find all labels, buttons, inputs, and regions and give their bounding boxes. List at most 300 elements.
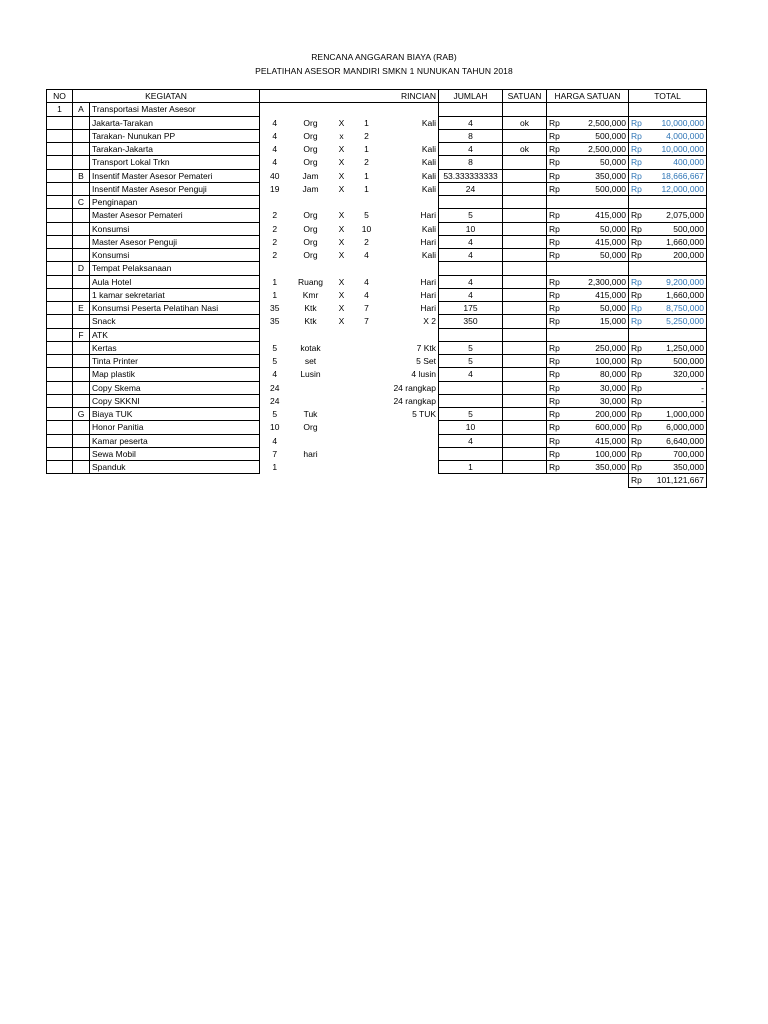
row-rincian-unit: Kali xyxy=(382,143,439,156)
row-sub-letter xyxy=(73,368,90,381)
row-kegiatan: Insentif Master Asesor Penguji xyxy=(90,182,260,195)
row-times xyxy=(332,421,352,434)
row-count: 10 xyxy=(361,223,372,234)
row-sub-letter: A xyxy=(73,103,90,116)
row-jumlah: 5 xyxy=(439,408,503,421)
row-satuan xyxy=(503,394,547,407)
row-satuan xyxy=(503,156,547,169)
row-count: 2 xyxy=(364,157,369,168)
table-row xyxy=(47,434,707,447)
row-total: 18,666,667 xyxy=(647,169,707,182)
row-total-rp: Rp xyxy=(629,182,647,195)
row-count xyxy=(352,355,382,368)
row-unit xyxy=(290,434,332,447)
row-total: 2,075,000 xyxy=(647,209,707,222)
row-sub-letter xyxy=(73,394,90,407)
row-rincian-unit: Kali xyxy=(382,156,439,169)
row-unit: Kmr xyxy=(302,289,319,300)
row-rincian-unit: 5 TUK xyxy=(382,408,439,421)
table-row xyxy=(47,408,707,421)
row-qty: 1 xyxy=(260,275,290,288)
row-no xyxy=(47,156,73,169)
row-satuan xyxy=(503,302,547,315)
row-times xyxy=(332,103,352,116)
row-total: 1,660,000 xyxy=(647,235,707,248)
row-qty: 4 xyxy=(260,129,290,142)
row-total xyxy=(647,328,707,341)
row-total-rp: Rp xyxy=(629,235,647,248)
row-sub-letter xyxy=(73,156,90,169)
table-row xyxy=(47,421,707,434)
row-satuan xyxy=(503,103,547,116)
row-count xyxy=(352,447,382,460)
row-sub-letter xyxy=(73,461,90,474)
row-count: 2 xyxy=(364,236,369,247)
table-row xyxy=(47,328,707,341)
row-satuan xyxy=(503,182,547,195)
header-harga-satuan: HARGA SATUAN xyxy=(547,90,629,103)
row-kegiatan: Transportasi Master Asesor xyxy=(90,103,260,116)
row-total: 1,000,000 xyxy=(647,408,707,421)
row-qty: 2 xyxy=(260,235,290,248)
row-rincian-unit: Kali xyxy=(382,182,439,195)
row-harga-rp: Rp xyxy=(547,249,569,262)
row-jumlah: 4 xyxy=(439,288,503,301)
row-count: 1 xyxy=(364,117,369,128)
row-count: 1 xyxy=(364,183,369,194)
row-satuan xyxy=(503,196,547,209)
row-jumlah xyxy=(439,447,503,460)
row-harga-satuan: 415,000 xyxy=(569,235,629,248)
row-sub-letter xyxy=(73,288,90,301)
table-row xyxy=(47,341,707,354)
row-qty: 1 xyxy=(260,461,290,474)
row-rincian-unit: Hari xyxy=(382,288,439,301)
row-harga-satuan: 50,000 xyxy=(569,156,629,169)
row-harga-rp: Rp xyxy=(547,434,569,447)
row-harga-rp xyxy=(547,262,569,275)
row-kegiatan: Konsumsi Peserta Pelatihan Nasi xyxy=(90,302,260,315)
row-total-rp: Rp xyxy=(629,288,647,301)
row-rincian-unit xyxy=(382,328,439,341)
row-total-rp: Rp xyxy=(629,341,647,354)
row-total-rp: Rp xyxy=(629,447,647,460)
row-harga-rp: Rp xyxy=(547,143,569,156)
table-row xyxy=(47,288,707,301)
row-count xyxy=(352,103,382,116)
row-kegiatan: ATK xyxy=(90,328,260,341)
row-kegiatan: Tinta Printer xyxy=(90,355,260,368)
row-jumlah: 4 xyxy=(439,249,503,262)
table-row xyxy=(47,182,707,195)
row-total: 4,000,000 xyxy=(647,129,707,142)
row-total-rp: Rp xyxy=(629,156,647,169)
row-jumlah xyxy=(439,328,503,341)
row-total: 400,000 xyxy=(647,156,707,169)
row-harga-satuan: 2,500,000 xyxy=(569,143,629,156)
row-qty: 7 xyxy=(260,447,290,460)
row-qty: 4 xyxy=(260,434,290,447)
row-jumlah: 1 xyxy=(439,461,503,474)
row-qty: 35 xyxy=(260,315,290,328)
row-kegiatan: Copy Skema xyxy=(90,381,260,394)
row-jumlah: 53.333333333 xyxy=(439,169,503,182)
row-qty: 4 xyxy=(260,143,290,156)
row-qty: 4 xyxy=(260,368,290,381)
row-count: 4 xyxy=(364,276,369,287)
row-unit xyxy=(290,103,332,116)
row-total: 200,000 xyxy=(647,249,707,262)
row-total: 6,640,000 xyxy=(647,434,707,447)
row-sub-letter xyxy=(73,209,90,222)
row-harga-rp xyxy=(547,328,569,341)
row-harga-satuan: 30,000 xyxy=(569,394,629,407)
row-total-rp: Rp xyxy=(629,116,647,129)
table-body xyxy=(47,103,707,487)
row-total-rp: Rp xyxy=(629,222,647,235)
row-satuan xyxy=(503,368,547,381)
row-rincian-unit: Kali xyxy=(382,249,439,262)
table-row xyxy=(47,355,707,368)
row-times xyxy=(332,434,352,447)
row-count xyxy=(352,368,382,381)
row-sub-letter: F xyxy=(73,328,90,341)
row-times: X xyxy=(338,223,345,234)
row-kegiatan: Tempat Pelaksanaan xyxy=(90,262,260,275)
row-unit: set xyxy=(304,356,317,367)
row-total: 8,750,000 xyxy=(647,302,707,315)
row-harga-rp: Rp xyxy=(547,302,569,315)
row-harga-satuan: 50,000 xyxy=(569,302,629,315)
row-unit: Org xyxy=(303,130,318,141)
row-harga-rp: Rp xyxy=(547,169,569,182)
row-kegiatan: Penginapan xyxy=(90,196,260,209)
row-harga-satuan xyxy=(569,262,629,275)
row-count xyxy=(352,461,382,474)
row-total-rp: Rp xyxy=(629,143,647,156)
row-harga-rp: Rp xyxy=(547,394,569,407)
row-sub-letter xyxy=(73,143,90,156)
row-unit: Ruang xyxy=(297,276,324,287)
row-times: X xyxy=(338,236,345,247)
row-harga-rp xyxy=(547,103,569,116)
row-total-rp: Rp xyxy=(629,434,647,447)
row-rincian-unit xyxy=(382,196,439,209)
row-times xyxy=(332,408,352,421)
row-count: 5 xyxy=(364,210,369,221)
row-count: 4 xyxy=(364,289,369,300)
table-row xyxy=(47,275,707,288)
row-harga-rp: Rp xyxy=(547,209,569,222)
row-unit: kotak xyxy=(300,342,321,353)
row-unit xyxy=(290,394,332,407)
row-rincian-unit: 7 Ktk xyxy=(382,341,439,354)
row-times: X xyxy=(338,303,345,314)
row-sub-letter xyxy=(73,355,90,368)
row-harga-satuan: 2,300,000 xyxy=(569,275,629,288)
row-kegiatan: Konsumsi xyxy=(90,222,260,235)
row-jumlah xyxy=(439,381,503,394)
row-unit xyxy=(290,196,332,209)
row-total: 10,000,000 xyxy=(647,116,707,129)
row-unit: Org xyxy=(303,117,318,128)
row-harga-rp: Rp xyxy=(547,129,569,142)
row-satuan xyxy=(503,288,547,301)
row-total xyxy=(647,103,707,116)
row-harga-satuan: 100,000 xyxy=(569,447,629,460)
row-kegiatan: Aula Hotel xyxy=(90,275,260,288)
row-no xyxy=(47,434,73,447)
header-satuan: SATUAN xyxy=(503,90,547,103)
row-harga-satuan: 415,000 xyxy=(569,209,629,222)
row-harga-satuan xyxy=(569,103,629,116)
row-no xyxy=(47,328,73,341)
row-total: 1,250,000 xyxy=(647,341,707,354)
row-rincian-unit: Hari xyxy=(382,302,439,315)
row-satuan xyxy=(503,355,547,368)
row-no xyxy=(47,169,73,182)
row-no xyxy=(47,394,73,407)
row-satuan xyxy=(503,222,547,235)
table-row xyxy=(47,461,707,474)
table-row xyxy=(47,143,707,156)
row-jumlah: 10 xyxy=(439,421,503,434)
row-sub-letter xyxy=(73,129,90,142)
row-jumlah: 8 xyxy=(439,129,503,142)
row-jumlah xyxy=(439,394,503,407)
table-row xyxy=(47,235,707,248)
row-times xyxy=(332,447,352,460)
row-jumlah: 175 xyxy=(439,302,503,315)
row-sub-letter xyxy=(73,182,90,195)
row-times xyxy=(332,355,352,368)
row-kegiatan: Insentif Master Asesor Pemateri xyxy=(90,169,260,182)
row-total: 5,250,000 xyxy=(647,315,707,328)
row-sub-letter xyxy=(73,341,90,354)
row-total-rp: Rp xyxy=(629,209,647,222)
row-total-rp: Rp xyxy=(629,421,647,434)
row-count: 4 xyxy=(364,250,369,261)
row-total-rp: Rp xyxy=(629,381,647,394)
row-rincian-unit: 24 rangkap xyxy=(382,394,439,407)
row-harga-rp: Rp xyxy=(547,408,569,421)
row-unit: Org xyxy=(303,157,318,168)
row-qty: 4 xyxy=(260,156,290,169)
row-qty xyxy=(260,196,290,209)
row-total-rp xyxy=(629,262,647,275)
row-satuan xyxy=(503,169,547,182)
row-count xyxy=(352,381,382,394)
row-no xyxy=(47,262,73,275)
row-kegiatan: Map plastik xyxy=(90,368,260,381)
row-jumlah: 5 xyxy=(439,341,503,354)
row-kegiatan: Spanduk xyxy=(90,461,260,474)
row-unit: Ktk xyxy=(304,303,317,314)
row-harga-satuan: 350,000 xyxy=(569,461,629,474)
row-qty: 40 xyxy=(260,169,290,182)
row-count: 7 xyxy=(364,316,369,327)
table-row xyxy=(47,169,707,182)
row-total-rp: Rp xyxy=(629,129,647,142)
row-satuan xyxy=(503,262,547,275)
row-kegiatan: Tarakan- Nunukan PP xyxy=(90,129,260,142)
row-satuan xyxy=(503,408,547,421)
row-count: 1 xyxy=(364,170,369,181)
row-times: X xyxy=(338,144,345,155)
row-sub-letter: C xyxy=(73,196,90,209)
row-rincian-unit: Kali xyxy=(382,116,439,129)
row-unit: Ktk xyxy=(304,316,317,327)
row-count: 1 xyxy=(364,144,369,155)
row-jumlah: 24 xyxy=(439,182,503,195)
row-harga-rp: Rp xyxy=(547,381,569,394)
row-times: X xyxy=(338,183,345,194)
row-harga-satuan: 80,000 xyxy=(569,368,629,381)
row-times xyxy=(332,461,352,474)
table-row xyxy=(47,381,707,394)
row-kegiatan: Kamar peserta xyxy=(90,434,260,447)
row-harga-rp: Rp xyxy=(547,461,569,474)
row-total xyxy=(647,196,707,209)
header-kegiatan: KEGIATAN xyxy=(73,90,260,103)
row-times xyxy=(332,196,352,209)
row-satuan: ok xyxy=(503,116,547,129)
row-unit: Org xyxy=(303,250,318,261)
row-qty xyxy=(260,262,290,275)
table-row xyxy=(47,209,707,222)
row-jumlah: 4 xyxy=(439,116,503,129)
row-total: 700,000 xyxy=(647,447,707,460)
row-total: 9,200,000 xyxy=(647,275,707,288)
row-harga-satuan: 415,000 xyxy=(569,434,629,447)
row-satuan xyxy=(503,461,547,474)
row-harga-rp: Rp xyxy=(547,235,569,248)
row-sub-letter xyxy=(73,315,90,328)
row-no xyxy=(47,447,73,460)
row-rincian-unit xyxy=(382,447,439,460)
row-qty xyxy=(260,328,290,341)
row-harga-satuan: 15,000 xyxy=(569,315,629,328)
table-row xyxy=(47,394,707,407)
row-no xyxy=(47,355,73,368)
row-kegiatan: Jakarta-Tarakan xyxy=(90,116,260,129)
table-row xyxy=(47,196,707,209)
row-times: X xyxy=(338,316,345,327)
row-qty: 4 xyxy=(260,116,290,129)
table-row xyxy=(47,129,707,142)
row-count: 2 xyxy=(364,130,369,141)
row-rincian-unit: 4 lusin xyxy=(382,368,439,381)
row-times xyxy=(332,381,352,394)
table-row xyxy=(47,315,707,328)
row-sub-letter xyxy=(73,381,90,394)
row-unit: Org xyxy=(303,144,318,155)
row-total: 500,000 xyxy=(647,355,707,368)
row-no xyxy=(47,182,73,195)
row-rincian-unit xyxy=(382,434,439,447)
table-header-row xyxy=(47,90,707,103)
row-qty: 5 xyxy=(260,408,290,421)
row-unit: Org xyxy=(303,223,318,234)
table-row xyxy=(47,116,707,129)
row-unit xyxy=(290,262,332,275)
row-no xyxy=(47,288,73,301)
row-harga-satuan xyxy=(569,196,629,209)
row-qty: 2 xyxy=(260,209,290,222)
row-total: 6,000,000 xyxy=(647,421,707,434)
row-count xyxy=(352,341,382,354)
row-rincian-unit xyxy=(382,461,439,474)
row-total-rp: Rp xyxy=(629,394,647,407)
row-no xyxy=(47,341,73,354)
grand-total-rp: Rp xyxy=(629,474,647,487)
row-kegiatan: Copy SKKNI xyxy=(90,394,260,407)
row-jumlah: 4 xyxy=(439,434,503,447)
row-no xyxy=(47,368,73,381)
row-times: X xyxy=(338,157,345,168)
row-unit: hari xyxy=(303,448,318,459)
row-kegiatan: Tarakan-Jakarta xyxy=(90,143,260,156)
table-row xyxy=(47,447,707,460)
row-satuan xyxy=(503,235,547,248)
row-times xyxy=(332,328,352,341)
row-satuan xyxy=(503,209,547,222)
row-times xyxy=(332,341,352,354)
row-harga-rp: Rp xyxy=(547,421,569,434)
row-unit: Org xyxy=(303,422,318,433)
row-rincian-unit xyxy=(382,262,439,275)
row-no xyxy=(47,129,73,142)
row-jumlah: 10 xyxy=(439,222,503,235)
row-count xyxy=(352,328,382,341)
row-satuan xyxy=(503,129,547,142)
row-total: 320,000 xyxy=(647,368,707,381)
row-count xyxy=(352,394,382,407)
table-row xyxy=(47,103,707,116)
row-harga-satuan: 600,000 xyxy=(569,421,629,434)
row-satuan xyxy=(503,447,547,460)
row-harga-satuan: 200,000 xyxy=(569,408,629,421)
row-qty: 2 xyxy=(260,222,290,235)
row-qty: 35 xyxy=(260,302,290,315)
row-total: 10,000,000 xyxy=(647,143,707,156)
grand-total-row xyxy=(47,474,707,487)
row-jumlah: 4 xyxy=(439,275,503,288)
row-qty xyxy=(260,103,290,116)
table-row xyxy=(47,368,707,381)
row-rincian-unit: 5 Set xyxy=(382,355,439,368)
row-unit: Org xyxy=(303,236,318,247)
row-satuan xyxy=(503,381,547,394)
row-times: X xyxy=(338,250,345,261)
row-no: 1 xyxy=(47,103,73,116)
row-sub-letter: B xyxy=(73,169,90,182)
row-harga-rp: Rp xyxy=(547,275,569,288)
document-subtitle: PELATIHAN ASESOR MANDIRI SMKN 1 NUNUKAN TAHUN 2018 xyxy=(255,66,513,76)
header-total: TOTAL xyxy=(629,90,707,103)
row-count xyxy=(352,434,382,447)
document-header xyxy=(0,50,768,78)
row-qty: 24 xyxy=(260,381,290,394)
row-satuan: ok xyxy=(503,143,547,156)
row-harga-satuan xyxy=(569,328,629,341)
row-qty: 19 xyxy=(260,182,290,195)
row-unit: Lusin xyxy=(300,369,321,380)
row-unit xyxy=(290,381,332,394)
row-no xyxy=(47,408,73,421)
row-unit xyxy=(290,328,332,341)
header-jumlah: JUMLAH xyxy=(439,90,503,103)
